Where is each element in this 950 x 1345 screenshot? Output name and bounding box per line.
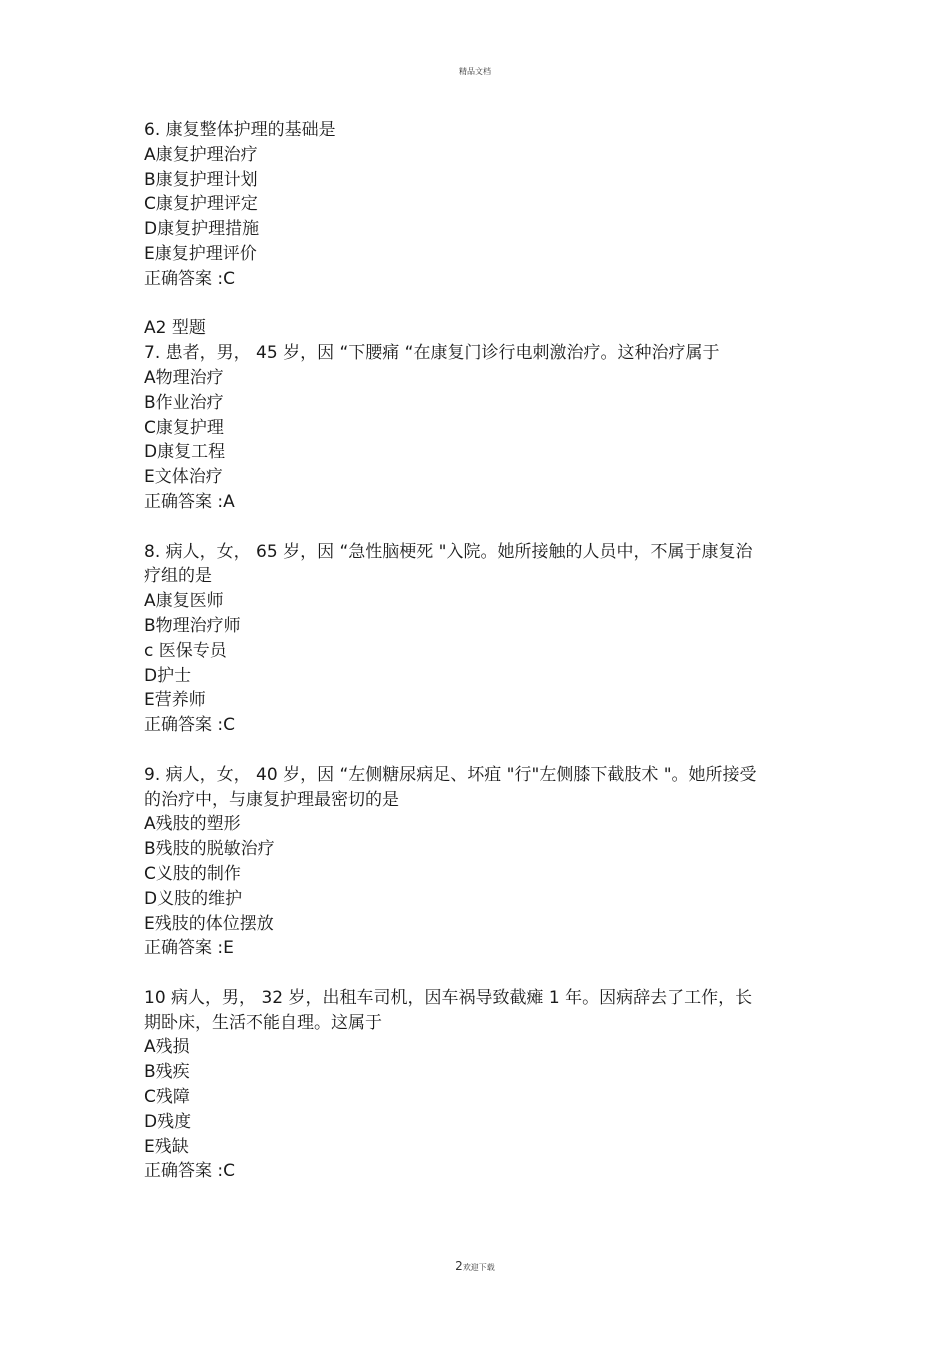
- option-c: C义肢的制作: [144, 863, 241, 884]
- option-c: C残障: [144, 1087, 190, 1108]
- option-e: E康复护理评价: [144, 243, 257, 264]
- option-b: B康复护理计划: [144, 169, 258, 190]
- option-b: B残疾: [144, 1062, 190, 1083]
- question-stem: 7. 患者，男， 45 岁，因 “下腰痛 “在康复门诊行电刺激治疗。这种治疗属于: [144, 343, 720, 364]
- spacer: [144, 738, 809, 763]
- option-e: E文体治疗: [144, 467, 223, 488]
- option-e: E营养师: [144, 690, 206, 711]
- option-d: D护士: [144, 665, 192, 686]
- question-block: [144, 763, 809, 961]
- question-stem-continued: 疗组的是: [144, 566, 212, 587]
- option-a: A残肢的塑形: [144, 814, 241, 835]
- question-block: [144, 118, 809, 292]
- answer-line: 正确答案 :E: [144, 938, 234, 959]
- option-b: B物理治疗师: [144, 615, 241, 636]
- option-e: E残肢的体位摆放: [144, 913, 274, 934]
- option-d: D康复工程: [144, 442, 226, 463]
- spacer: [144, 961, 809, 986]
- document-body: [144, 118, 809, 1184]
- page-header: [0, 66, 950, 77]
- answer-line: 正确答案 :A: [144, 491, 235, 512]
- option-d: D残度: [144, 1111, 192, 1132]
- option-c: c 医保专员: [144, 640, 227, 661]
- question-stem-continued: 的治疗中，与康复护理最密切的是: [144, 789, 399, 810]
- header-text: 精品文档: [459, 67, 491, 76]
- option-a: A康复护理治疗: [144, 144, 258, 165]
- question-stem: 10 病人，男， 32 岁，出租车司机，因车祸导致截瘫 1 年。因病辞去了工作，长: [144, 987, 753, 1008]
- option-d: D康复护理措施: [144, 219, 260, 240]
- option-c: C康复护理: [144, 417, 224, 438]
- option-e: E残缺: [144, 1136, 189, 1157]
- answer-line: 正确答案 :C: [144, 1161, 236, 1182]
- question-stem-continued: 期卧床，生活不能自理。这属于: [144, 1012, 382, 1033]
- option-a: A康复医师: [144, 591, 224, 612]
- page-footer: [0, 1259, 950, 1273]
- question-stem: 9. 病人，女， 40 岁，因 “左侧糖尿病足、坏疽 "行"左侧膝下截肢术 "。她所接受: [144, 764, 757, 785]
- option-c: C康复护理评定: [144, 194, 258, 215]
- spacer: [144, 292, 809, 317]
- option-a: A残损: [144, 1037, 190, 1058]
- page-number: 2: [455, 1259, 463, 1273]
- section-heading: A2 型题: [144, 318, 206, 339]
- option-b: B残肢的脱敏治疗: [144, 839, 275, 860]
- answer-line: 正确答案 :C: [144, 268, 236, 289]
- option-a: A物理治疗: [144, 367, 224, 388]
- question-block: [144, 540, 809, 738]
- question-stem: 6. 康复整体护理的基础是: [144, 120, 336, 140]
- answer-line: 正确答案 :C: [144, 715, 236, 736]
- footer-text: 欢迎下载: [462, 1263, 495, 1272]
- question-block: [144, 986, 809, 1184]
- question-stem: 8. 病人，女， 65 岁，因 “急性脑梗死 "入院。她所接触的人员中，不属于康复治: [144, 541, 753, 562]
- option-d: D义肢的维护: [144, 888, 243, 909]
- spacer: [144, 515, 809, 540]
- question-block: [144, 316, 809, 514]
- option-b: B作业治疗: [144, 392, 224, 413]
